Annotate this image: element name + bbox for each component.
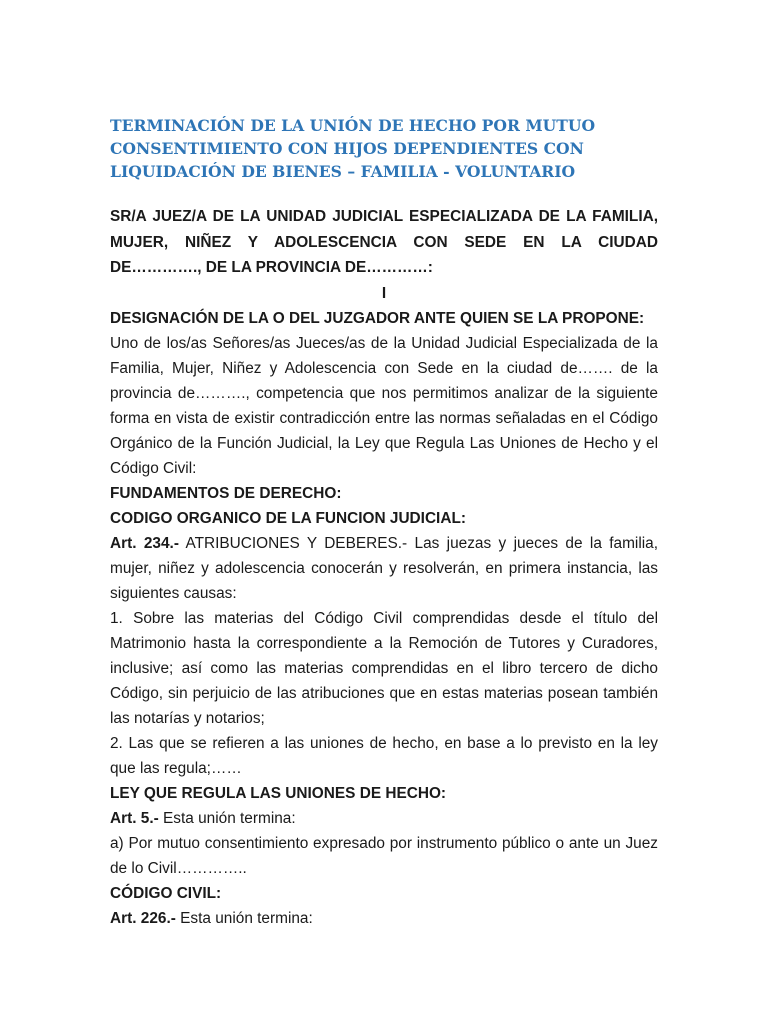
fundamentos-heading: FUNDAMENTOS DE DERECHO:: [110, 484, 342, 502]
addressee-line: DE…………., DE LA PROVINCIA DE…………:: [110, 259, 433, 276]
article-5: [110, 806, 658, 831]
article-label: Art. 5.-: [110, 809, 159, 827]
addressee-line: SR/A JUEZ/A DE LA UNIDAD JUDICIAL ESPECIALIZADA DE LA FAMILIA,: [110, 208, 658, 225]
cc-heading: CÓDIGO CIVIL:: [110, 884, 222, 902]
article-text: Esta unión termina:: [175, 909, 313, 927]
addressee-block: [110, 204, 658, 281]
document-title: [110, 114, 670, 183]
article-234: [110, 531, 658, 606]
section-heading: DESIGNACIÓN DE LA O DEL JUZGADOR ANTE QUIEN SE LA PROPONE:: [110, 309, 645, 327]
addressee-line: MUJER, NIÑEZ Y ADOLESCENCIA CON SEDE EN LA CIUDAD: [110, 233, 658, 251]
list-item: 2. Las que se refieren a las uniones de hecho, en base a lo previsto en la ley que las regula;……: [110, 734, 658, 777]
cofj-heading: CODIGO ORGANICO DE LA FUNCION JUDICIAL:: [110, 509, 466, 527]
article-text: ATRIBUCIONES Y DEBERES.- Las juezas y jueces de la familia, mujer, niñez y adolescencia conocerán y resolverán, en primera instancia, las siguientes causas:: [110, 534, 658, 602]
article-label: Art. 234.-: [110, 534, 179, 552]
list-item: 1. Sobre las materias del Código Civil comprendidas desde el título del Matrimonio hasta la correspondiente a la Remoción de Tutores y Curadores, inclusive; así como las materias comprendidas en el libro tercero de dicho Código, sin perjuicio de las atribuciones que en estas materias posean también las notarías y notarios;: [110, 609, 658, 727]
section-paragraph: Uno de los/as Señores/as Jueces/as de la Unidad Judicial Especializada de la Familia, Mujer, Niñez y Adolescencia con Sede en la ciudad de……. de la provincia de………., competencia que nos permitimos analizar de la siguiente forma en vista de existir contradicción entre las normas señaladas en el Código Orgánico de la Función Judicial, la Ley que Regula Las Uniones de Hecho y el Código Civil:: [110, 334, 658, 477]
list-item: a) Por mutuo consentimiento expresado por instrumento público o ante un Juez de lo Civil…………..: [110, 834, 658, 877]
section-number: I: [381, 284, 387, 302]
title-line: TERMINACIÓN DE LA UNIÓN DE HECHO POR MUTUO: [110, 116, 596, 135]
article-label: Art. 226.-: [110, 909, 176, 927]
ley-heading: LEY QUE REGULA LAS UNIONES DE HECHO:: [110, 784, 447, 802]
title-line: LIQUIDACIÓN DE BIENES – FAMILIA - VOLUNTARIO: [110, 162, 576, 181]
title-line: CONSENTIMIENTO CON HIJOS DEPENDIENTES CON: [110, 139, 584, 158]
document-body: [110, 204, 658, 931]
article-226: [110, 906, 658, 931]
article-text: Esta unión termina:: [158, 809, 296, 827]
